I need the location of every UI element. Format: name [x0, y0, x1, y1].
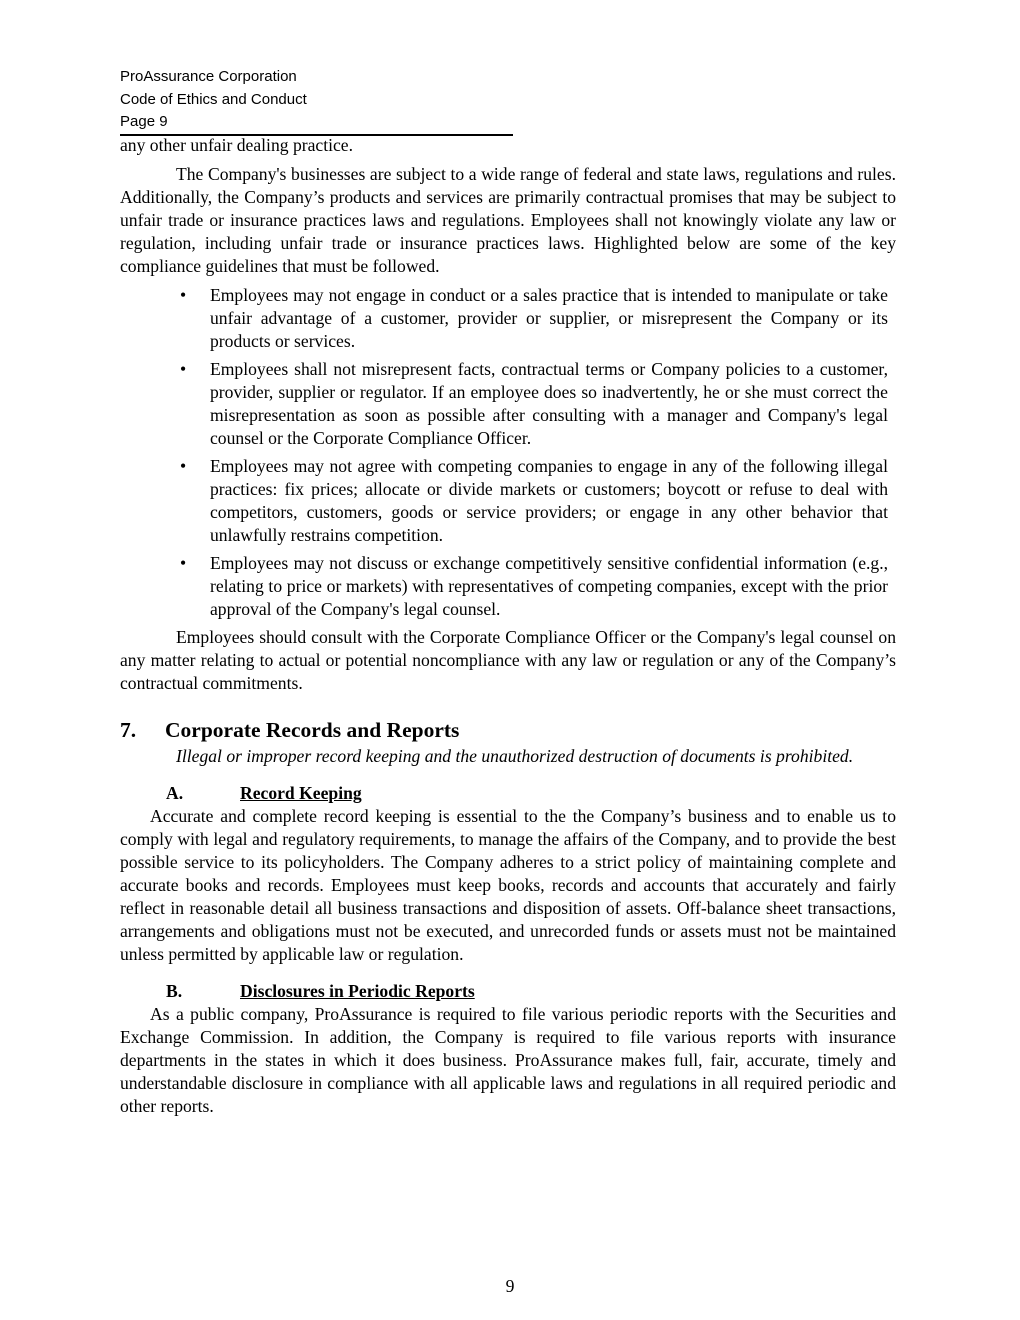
- bullet-icon: •: [180, 285, 187, 305]
- header-company: ProAssurance Corporation: [120, 68, 297, 85]
- document-body: [120, 134, 896, 1118]
- page-header: [120, 66, 513, 136]
- list-item: [180, 358, 888, 450]
- subsection-letter: B.: [166, 981, 183, 1001]
- list-item: [180, 455, 888, 547]
- subsection-heading: [166, 980, 896, 1003]
- section-number: 7.: [120, 718, 137, 742]
- list-item: [180, 284, 888, 353]
- list-item: [180, 552, 888, 621]
- list-item-text: Employees may not engage in conduct or a sales practice that is intended to manipulate or take unfair advantage of a customer, provider or supplier, or misrepresent the Company or its products or services.: [210, 285, 888, 351]
- consult-paragraph: Employees should consult with the Corporate Compliance Officer or the Company's legal counsel on any matter relating to actual or potential noncompliance with any law or regulation or any of the Company’s contractual commitments.: [120, 627, 896, 693]
- page-number: 9: [505, 1276, 515, 1296]
- subsection-text: As a public company, ProAssurance is required to file various periodic reports with the Securities and Exchange Commission. In addition, the Company is required to file various reports with insurance departments in the states in which it does business. ProAssurance makes full, fair, accurate, timely and understandable disclosure in compliance with all applicable laws and regulations in all required periodic and other reports.: [120, 1004, 896, 1116]
- list-item-text: Employees may not agree with competing companies to engage in any of the following illegal practices: fix prices; allocate or divide markets or customers; boycott or refuse to deal with competitors, customers, goods or service providers; or engage in any other behavior that unlawfully restrains competition.: [210, 456, 888, 545]
- subsection-text: Accurate and complete record keeping is essential to the the Company’s business and to enable us to comply with legal and regulatory requirements, to manage the affairs of the Company, and to provide the best possible service to its policyholders. The Company adheres to a strict policy of maintaining complete and accurate books and records. Employees must keep books, records and accounts that accurately and fairly reflect in reasonable detail all business transactions and disposition of assets. Off-balance sheet transactions, arrangements and obligations must not be executed, and unrecorded funds or assets must not be maintained unless permitted by applicable law or regulation.: [120, 806, 896, 964]
- bullet-icon: •: [180, 456, 187, 476]
- compliance-paragraph: The Company's businesses are subject to a wide range of federal and state laws, regulations and rules. Additionally, the Company’s products and services are primarily contractual promises that may be subject to unfair trade or insurance practices laws and regulations. Employees shall not knowingly violate any law or regulation, including unfair trade or insurance practices laws. Highlighted below are some of the key compliance guidelines that must be followed.: [120, 164, 896, 276]
- header-page-label: Page 9: [120, 113, 168, 130]
- subsection-heading: [166, 782, 896, 805]
- intro-fragment: any other unfair dealing practice.: [120, 135, 354, 155]
- subsection-letter: A.: [166, 783, 184, 803]
- section-heading: [120, 717, 896, 743]
- bullet-icon: •: [180, 359, 187, 379]
- compliance-guidelines-list: [120, 284, 896, 621]
- bullet-icon: •: [180, 553, 187, 573]
- section-title: Corporate Records and Reports: [165, 718, 460, 742]
- list-item-text: Employees shall not misrepresent facts, contractual terms or Company policies to a customer, provider, supplier or regulator. If an employee does so inadvertently, he or she must correct the misrepresentation as soon as possible after consulting with a manager and Company's legal counsel or the Corporate Compliance Officer.: [210, 359, 888, 448]
- list-item-text: Employees may not discuss or exchange competitively sensitive confidential information (e.g., relating to price or markets) with representatives of competing companies, except with the prior approval of the Company's legal counsel.: [210, 553, 888, 619]
- subsection-title: Record Keeping: [240, 783, 362, 803]
- header-document-title: Code of Ethics and Conduct: [120, 90, 307, 108]
- section-intro: Illegal or improper record keeping and the unauthorized destruction of documents is prohibited.: [176, 746, 854, 766]
- subsection-title: Disclosures in Periodic Reports: [240, 981, 475, 1001]
